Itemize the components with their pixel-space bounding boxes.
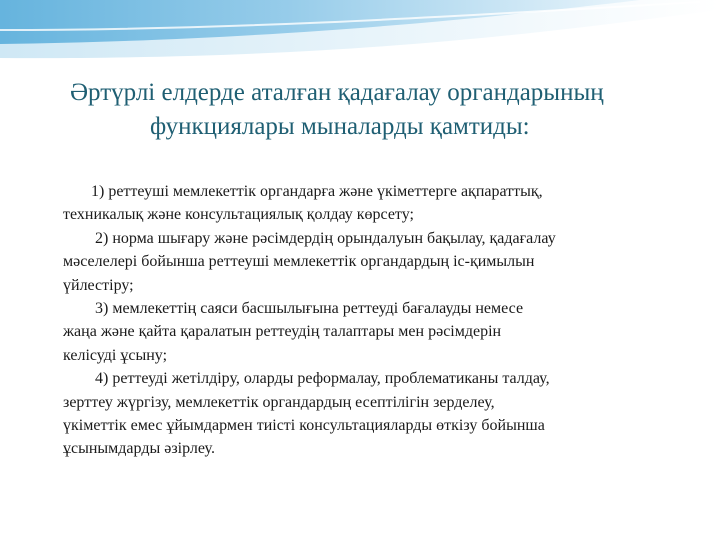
slide-title xyxy=(70,76,690,144)
body-line-4: мәселелері бойынша реттеуші мемлекеттік органдардың іс-қимылын xyxy=(63,253,535,271)
decorative-wave-header xyxy=(0,0,720,70)
body-line-5: үйлестіру; xyxy=(63,276,134,294)
body-line-12: ұсынымдарды әзірлеу. xyxy=(63,440,215,458)
body-line-9: 4) реттеуді жетілдіру, оларды реформалау, проблематиканы талдау, xyxy=(95,370,550,388)
body-line-7: жаңа және қайта қаралатын реттеудің талаптары мен рәсімдерін xyxy=(63,323,502,341)
body-line-6: 3) мемлекеттің саяси басшылығына реттеуді бағалауды немесе xyxy=(95,300,524,318)
body-line-8: келісуді ұсыну; xyxy=(63,346,168,364)
body-line-3: 2) норма шығару және рәсімдердің орындалуын бақылау, қадағалау xyxy=(95,229,556,247)
slide-title-line-1: Әртүрлі елдерде аталған қадағалау органдарының xyxy=(70,79,604,106)
body-line-2: техникалық және консультациялық қолдау көрсету; xyxy=(63,206,414,224)
slide-body-text xyxy=(63,180,683,461)
slide-title-line-2: функциялары мыналарды қамтиды: xyxy=(150,113,530,140)
body-line-1: 1) реттеуші мемлекеттік органдарға және үкіметтерге ақпараттық, xyxy=(91,183,543,200)
body-line-11: үкіметтік емес ұйымдармен тиісті консультацияларды өткізу бойынша xyxy=(63,417,545,435)
body-line-10: зерттеу жүргізу, мемлекеттік органдардың есептілігін зерделеу, xyxy=(63,393,495,411)
